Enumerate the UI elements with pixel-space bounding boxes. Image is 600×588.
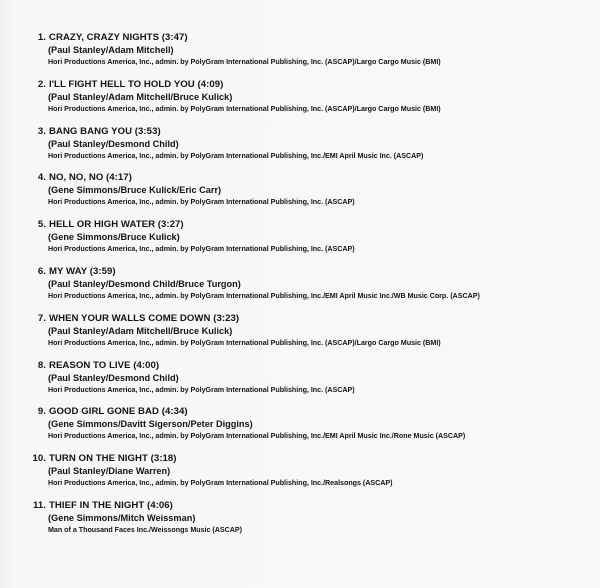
track-publisher: Hori Productions America, Inc., admin. by PolyGram International Publishing, Inc./EMI April Music Inc./Rone Music (ASCAP) bbox=[48, 432, 466, 441]
track-title-line bbox=[32, 78, 592, 91]
track-publisher: Hori Productions America, Inc., admin. by PolyGram International Publishing, Inc./EMI April Music Inc. (ASCAP) bbox=[48, 151, 424, 160]
track-title: I'LL FIGHT HELL TO HOLD YOU (4:09) bbox=[49, 78, 224, 90]
track-title: HELL OR HIGH WATER (3:27) bbox=[49, 219, 184, 231]
track-number: 11. bbox=[33, 499, 46, 511]
track-item bbox=[32, 218, 592, 265]
track-writers: (Paul Stanley/Desmond Child) bbox=[48, 138, 179, 149]
track-number: 1. bbox=[37, 32, 46, 43]
track-publisher: Hori Productions America, Inc., admin. by PolyGram International Publishing, Inc. (ASCAP) bbox=[48, 245, 355, 254]
track-title: CRAZY, CRAZY NIGHTS (3:47) bbox=[49, 32, 188, 43]
track-title-line bbox=[32, 359, 592, 372]
track-writers: (Paul Stanley/Desmond Child) bbox=[48, 372, 179, 383]
track-title: NO, NO, NO (4:17) bbox=[49, 172, 132, 184]
track-title-line bbox=[32, 312, 592, 325]
track-writers: (Paul Stanley/Adam Mitchell/Bruce Kulick) bbox=[48, 91, 233, 102]
track-item bbox=[32, 171, 592, 218]
track-title-line bbox=[32, 31, 592, 44]
track-publisher: Hori Productions America, Inc., admin. by PolyGram International Publishing, Inc. (ASCAP) bbox=[48, 385, 355, 394]
track-item bbox=[32, 312, 592, 359]
track-writers: (Gene Simmons/Bruce Kulick/Eric Carr) bbox=[48, 185, 222, 196]
track-writers: (Paul Stanley/Desmond Child/Bruce Turgon) bbox=[48, 278, 241, 289]
track-title: THIEF IN THE NIGHT (4:06) bbox=[49, 499, 173, 511]
track-writers: (Gene Simmons/Mitch Weissman) bbox=[48, 512, 196, 523]
track-writers: (Gene Simmons/Davitt Sigerson/Peter Diggins) bbox=[48, 419, 253, 430]
track-item bbox=[32, 405, 592, 452]
track-item bbox=[32, 499, 592, 546]
track-publisher: Hori Productions America, Inc., admin. by PolyGram International Publishing, Inc. (ASCAP)/Largo Cargo Music (BMI) bbox=[48, 58, 441, 66]
track-number: 4. bbox=[37, 172, 46, 184]
track-number: 6. bbox=[37, 265, 46, 277]
track-list bbox=[32, 31, 592, 546]
track-writers: (Paul Stanley/Adam Mitchell/Bruce Kulick) bbox=[48, 325, 233, 336]
track-item bbox=[32, 31, 592, 78]
track-title: GOOD GIRL GONE BAD (4:34) bbox=[49, 406, 188, 418]
track-title-line bbox=[32, 405, 592, 418]
track-title: REASON TO LIVE (4:00) bbox=[49, 359, 160, 371]
track-item bbox=[32, 452, 592, 499]
track-title: MY WAY (3:59) bbox=[49, 265, 116, 277]
track-item bbox=[32, 78, 592, 125]
track-publisher: Man of a Thousand Faces Inc./Weissongs Music (ASCAP) bbox=[48, 525, 243, 534]
track-writers: (Gene Simmons/Bruce Kulick) bbox=[48, 232, 180, 243]
track-number: 8. bbox=[37, 359, 46, 371]
track-number: 9. bbox=[37, 406, 46, 418]
track-number: 3. bbox=[37, 125, 46, 137]
track-item bbox=[32, 359, 592, 406]
track-title-line bbox=[32, 499, 592, 512]
track-publisher: Hori Productions America, Inc., admin. by PolyGram International Publishing, Inc. (ASCAP) bbox=[48, 198, 355, 207]
track-publisher: Hori Productions America, Inc., admin. by PolyGram International Publishing, Inc. (ASCAP)/Largo Cargo Music (BMI) bbox=[48, 104, 441, 113]
track-writers: (Paul Stanley/Adam Mitchell) bbox=[48, 45, 174, 55]
track-title-line bbox=[32, 125, 592, 138]
track-publisher: Hori Productions America, Inc., admin. by PolyGram International Publishing, Inc. (ASCAP)/Largo Cargo Music (BMI) bbox=[48, 338, 441, 347]
track-publisher: Hori Productions America, Inc., admin. by PolyGram International Publishing, Inc./EMI April Music Inc./WB Music Corp. (ASCAP) bbox=[48, 291, 480, 300]
track-number: 2. bbox=[37, 78, 46, 90]
track-title-line bbox=[32, 218, 592, 231]
track-item bbox=[32, 265, 592, 312]
track-number: 7. bbox=[37, 312, 46, 324]
track-number: 10. bbox=[32, 453, 46, 465]
track-title: TURN ON THE NIGHT (3:18) bbox=[49, 453, 177, 465]
track-title-line bbox=[32, 171, 592, 184]
track-writers: (Paul Stanley/Diane Warren) bbox=[48, 466, 171, 477]
track-publisher: Hori Productions America, Inc., admin. by PolyGram International Publishing, Inc./Realsongs (ASCAP) bbox=[48, 479, 393, 488]
track-item bbox=[32, 125, 592, 172]
track-number: 5. bbox=[37, 219, 46, 231]
track-title-line bbox=[32, 265, 592, 278]
track-title: BANG BANG YOU (3:53) bbox=[49, 125, 161, 137]
track-title: WHEN YOUR WALLS COME DOWN (3:23) bbox=[49, 312, 240, 324]
track-title-line bbox=[32, 452, 592, 465]
